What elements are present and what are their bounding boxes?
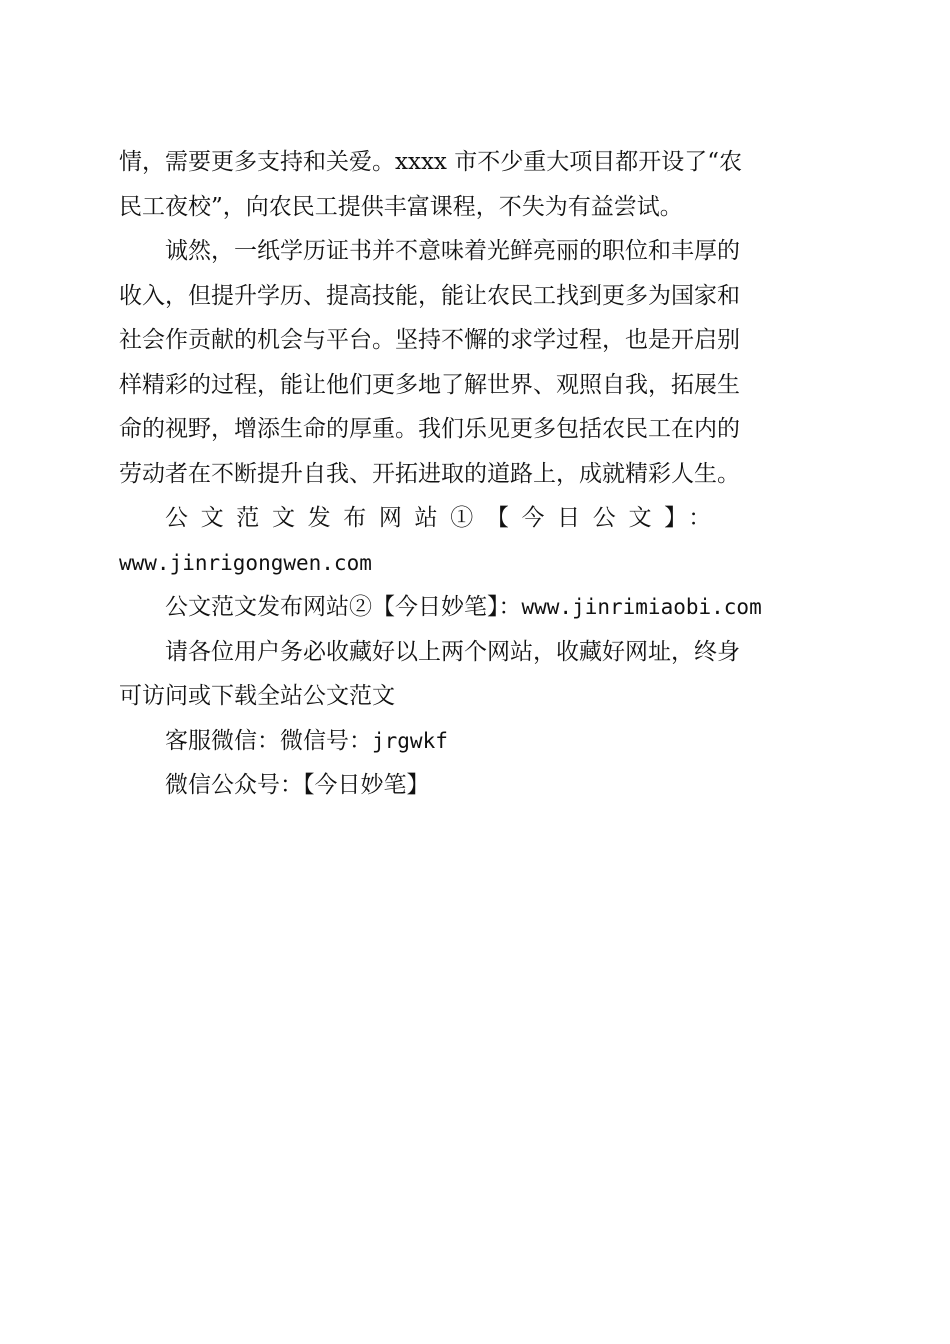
service-wechat-id: jrgwkf: [372, 728, 448, 753]
text-line: 命的视野，增添生命的厚重。我们乐见更多包括农民工在内的: [119, 416, 740, 442]
text-line: 劳动者在不断提升自我、开拓进取的道路上，成就精彩人生。: [119, 460, 740, 487]
text-line: 民工夜校”，向农民工提供丰富课程，不失为有益尝试。: [119, 193, 683, 220]
text-line: 请各位用户务必收藏好以上两个网站，收藏好网址，终身: [165, 638, 740, 665]
text-line: 情，需要更多支持和关爱。xxxx 市不少重大项目都开设了“农: [119, 149, 742, 175]
site-1-label: 公文范文发布网站①【今日公文】：: [165, 505, 724, 531]
text-line: 可访问或下载全站公文范文: [119, 683, 395, 709]
site-2-url[interactable]: www.jinrimiaobi.com: [521, 595, 762, 619]
paragraph-continuation: [119, 140, 822, 229]
document-body: [119, 140, 822, 808]
text-line: 社会作贡献的机会与平台。坚持不懈的求学过程，也是开启别: [119, 327, 740, 353]
paragraph-conclusion: [119, 229, 822, 496]
text-line: 样精彩的过程，能让他们更多地了解世界、观照自我，拓展生: [119, 371, 740, 398]
official-account: 微信公众号：【今日妙笔】: [165, 772, 430, 798]
site-2-notice: [119, 585, 822, 630]
text-line: 诚然，一纸学历证书并不意味着光鲜亮丽的职位和丰厚的: [165, 238, 740, 264]
service-wechat: [119, 719, 822, 764]
site-2-label: 公文范文发布网站②【今日妙笔】：: [165, 594, 522, 620]
bookmark-notice: [119, 630, 822, 719]
service-wechat-label: 客服微信：微信号：: [165, 727, 372, 754]
site-1-notice: [119, 496, 822, 585]
site-1-url[interactable]: www.jinrigongwen.com: [119, 550, 372, 575]
text-line: 收入，但提升学历、提高技能，能让农民工找到更多为国家和: [119, 282, 740, 309]
